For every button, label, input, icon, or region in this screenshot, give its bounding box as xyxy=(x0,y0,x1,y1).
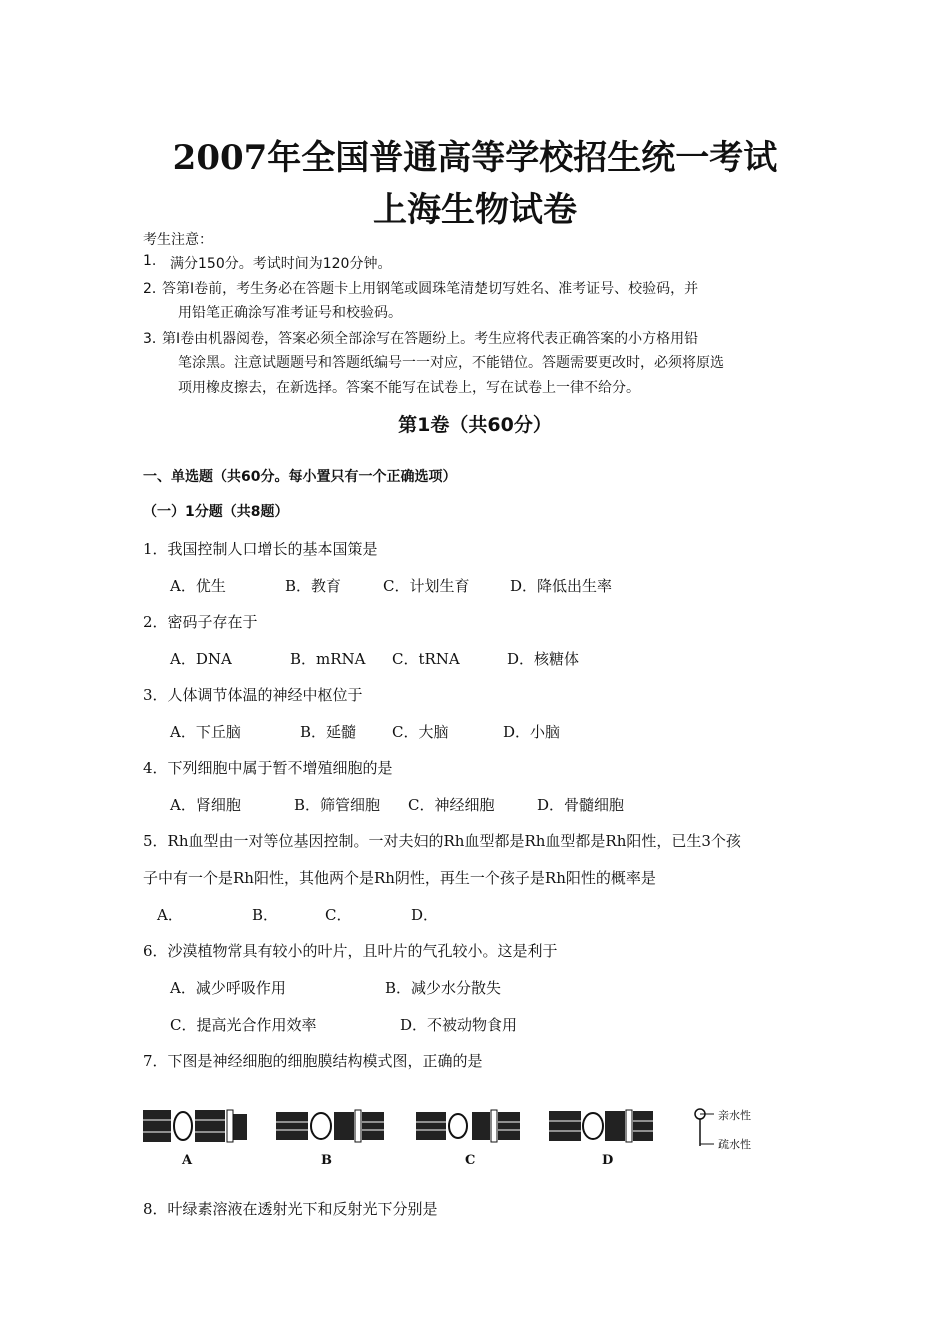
option: A．DNA xyxy=(170,650,232,668)
question-stem: 4．下列细胞中属于暂不增殖细胞的是 xyxy=(143,759,393,777)
notice-line: 用铅笔正确涂写准考证号和校验码。 xyxy=(178,305,402,321)
question-stem: 1．我国控制人口增长的基本国策是 xyxy=(143,540,378,558)
option: B．筛管细胞 xyxy=(294,796,381,814)
section-heading: 第1卷（共60分） xyxy=(398,414,552,436)
figure-label-b: B xyxy=(321,1153,332,1168)
figure-label-a: A xyxy=(182,1153,193,1168)
option: A．优生 xyxy=(170,577,226,595)
membrane-figure-b xyxy=(276,1108,386,1144)
figure-label-c: C xyxy=(465,1153,476,1168)
notice-line: 笔涂黑。注意试题题号和答题纸编号一一对应，不能错位。答题需要更改时，必须将原选 xyxy=(178,355,724,371)
option: D．核糖体 xyxy=(507,650,580,668)
option: A．下丘脑 xyxy=(170,723,241,741)
notice-num-1: 1. xyxy=(143,253,157,269)
notice-num-2: 2． xyxy=(143,281,166,297)
option: C．提高光合作用效率 xyxy=(170,1016,317,1034)
phospholipid-legend-icon xyxy=(692,1106,714,1150)
figure-label-d: D xyxy=(602,1153,614,1168)
notice-num-3: 3． xyxy=(143,331,166,347)
question-stem: 子中有一个是Rh阳性，其他两个是Rh阴性，再生一个孩子是Rh阳性的概率是 xyxy=(143,869,656,887)
exam-title: 2007年全国普通高等学校招生统一考试 xyxy=(172,138,778,178)
option: C．计划生育 xyxy=(383,577,470,595)
option: D．不被动物食用 xyxy=(400,1016,518,1034)
option: D．降低出生率 xyxy=(510,577,613,595)
option: B．减少水分散失 xyxy=(385,979,502,997)
membrane-figure-a xyxy=(143,1108,248,1144)
question-stem: 6．沙漠植物常具有较小的叶片，且叶片的气孔较小。这是利于 xyxy=(143,942,558,960)
legend-hydrophobic: 疏水性 xyxy=(718,1138,751,1151)
question-stem: 5．Rh血型由一对等位基因控制。一对夫妇的Rh血型都是Rh血型都是Rh阳性，已生3个孩 xyxy=(143,832,741,850)
option: D． xyxy=(411,906,439,924)
question-stem: 7．下图是神经细胞的细胞膜结构模式图，正确的是 xyxy=(143,1052,483,1070)
question-stem: 2．密码子存在于 xyxy=(143,613,258,631)
option: A．肾细胞 xyxy=(170,796,241,814)
option: A． xyxy=(157,906,183,924)
notice-line: 答第Ⅰ卷前，考生务必在答题卡上用钢笔或圆珠笔清楚切写姓名、准考证号、校验码，并 xyxy=(162,281,699,297)
option: B．mRNA xyxy=(290,650,366,668)
option: C．tRNA xyxy=(392,650,460,668)
option: B．延髓 xyxy=(300,723,357,741)
legend-hydrophilic: 亲水性 xyxy=(718,1109,751,1122)
notice-line: 第Ⅰ卷由机器阅卷，答案必须全部涂写在答题纷上。考生应将代表正确答案的小方格用铅 xyxy=(162,331,699,347)
membrane-figure-c xyxy=(416,1108,521,1144)
option: B． xyxy=(252,906,279,924)
notice-line: 满分150分。考试时间为120分钟。 xyxy=(170,256,392,272)
notice-line: 项用橡皮擦去，在新选择。答案不能写在试卷上，写在试卷上一律不给分。 xyxy=(178,380,640,396)
option: C．神经细胞 xyxy=(408,796,495,814)
question-stem: 3．人体调节体温的神经中枢位于 xyxy=(143,686,363,704)
membrane-figure-d xyxy=(549,1108,654,1144)
group-heading: （一）1分题（共8题） xyxy=(143,504,289,520)
part-heading: 一、单选题（共60分。每小置只有一个正确选项） xyxy=(143,469,457,485)
notice-heading: 考生注意： xyxy=(143,232,213,248)
exam-subtitle: 上海生物试卷 xyxy=(373,190,577,230)
option: C．大脑 xyxy=(392,723,449,741)
option: D．小脑 xyxy=(503,723,561,741)
option: A．减少呼吸作用 xyxy=(170,979,286,997)
option: D．骨髓细胞 xyxy=(537,796,625,814)
option: B．教育 xyxy=(285,577,342,595)
option: C． xyxy=(325,906,352,924)
question-stem: 8．叶绿素溶液在透射光下和反射光下分别是 xyxy=(143,1200,438,1218)
